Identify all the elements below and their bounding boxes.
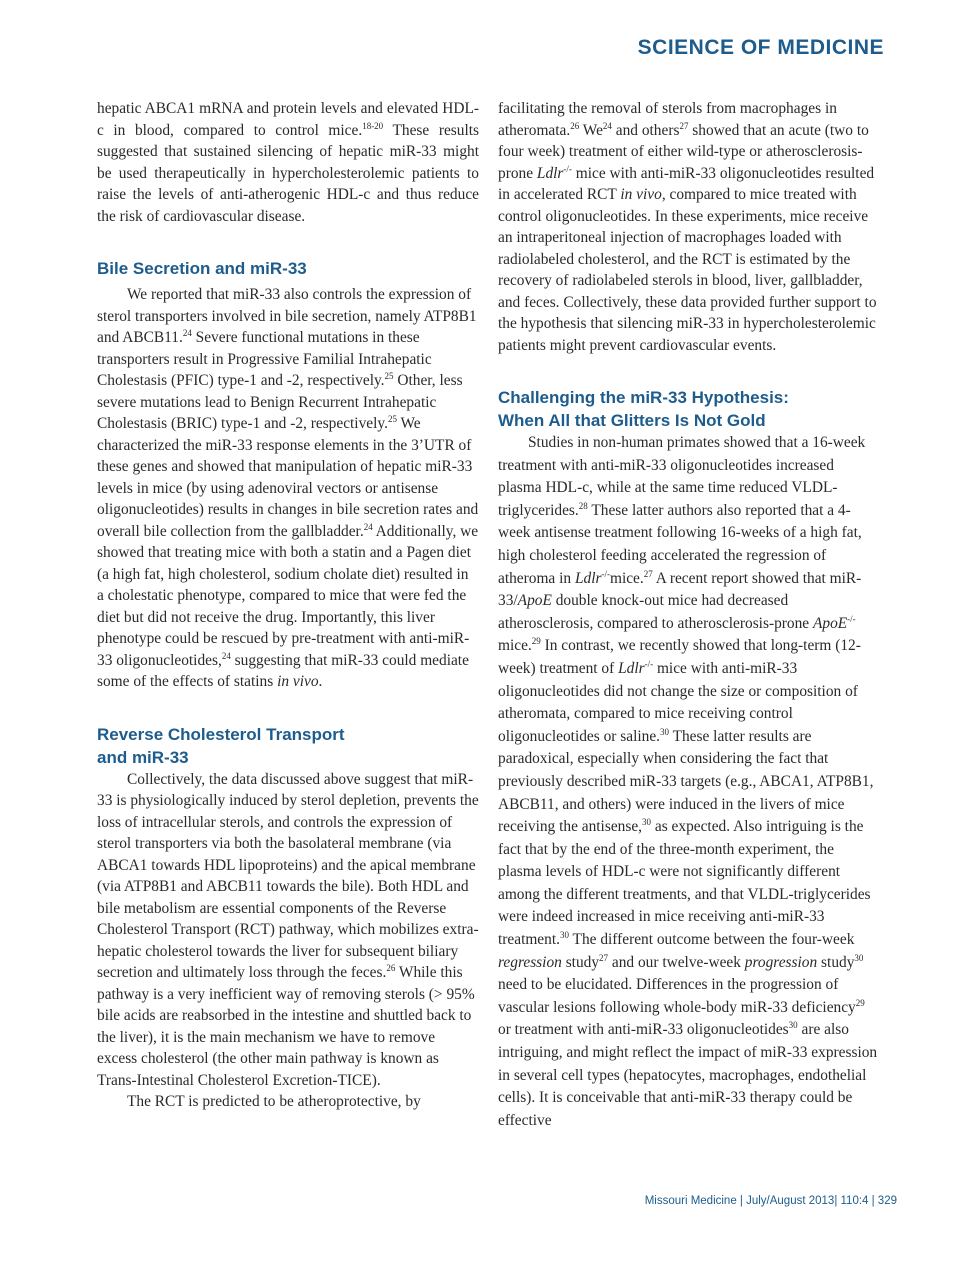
superscript: -/- xyxy=(644,658,654,669)
citation: 25 xyxy=(387,413,397,424)
citation: 26 xyxy=(570,120,580,131)
running-header: SCIENCE OF MEDICINE xyxy=(637,36,884,59)
paragraph: Studies in non-human primates showed that a 16-week treatment with anti-miR-33 oligonucleotides increased plasma HDL-c, while at the same time reduced VLDL-triglycerides.$^{28}$ These latter authors also reported that a 4-week antisense treatment following 16-weeks of a high fat, high cholesterol feeding accelerated the regression of atheroma in Ldlr-/-mice.$^{27}$ A recent report showed that miR-33/ApoE double knock-out mice had decreased atherosclerosis, compared to atherosclerosis-prone ApoE-/- mice.$^{29}$ In contrast, we recently showed that long-term (12-week) treatment of Ldlr-/- mice with anti-miR-33 oligonucleotides did not change the size or composition of atheromata, compared to mice receiving control oligonucleotides or saline.$^{30}$ These latter results are paradoxical, especially when considering the fact that previously described miR-33 targets (e.g., ABCA1, ATP8B1, ABCB11, and others) were induced in the livers of mice receiving the antisense,$^{30}$ as expected. Also intriguing is the fact that by the end of the three-month experiment, the plasma levels of HDL-c were not significantly different among the different treatments, and that VLDL-triglycerides were indeed increased in mice receiving anti-miR-33 treatment.$^{30}$ The different outcome between the four-week regression study$^{27}$ and our twelve-week progression study$^{30}$ need to be elucidated. Differences in the progression of vascular lesions following whole-body miR-33 deficiency$^{29}$ or treatment with anti-miR-33 oligonucleotides$^{30}$ are also intriguing, and might reflect the impact of miR-33 expression in several cell types (hepatocytes, macrophages, endothelial cells). It is conceivable that anti-miR-33 therapy could be effective xyxy=(498,434,878,1129)
citation: 30 xyxy=(559,929,569,940)
paragraph: Collectively, the data discussed above suggest that miR-33 is physiologically induced by sterol depletion, prevents the loss of intracellular sterols, and controls the expression of sterol transporters via both the basolateral membrane (via ABCA1 towards HDL lipoproteins) and the apical membrane (via ATP8B1 and ABCB11 towards the bile). Both HDL and bile metabolism are essential components of the Reverse Cholesterol Transport (RCT) pathway, which mobilizes extra-hepatic cholesterol towards the liver for subsequent biliary secretion and ultimately loss through the feces.$^{26}$ While this pathway is a very inefficient way of removing sterols (> 95% bile acids are reabsorbed in the intestine and shuttled back to the liver), it is the main mechanism we have to remove excess cholesterol (the other main pathway is known as Trans-Intestinal Cholesterol Excretion-TICE). xyxy=(97,770,479,1089)
citation: 30 xyxy=(660,726,669,737)
page-footer: Missouri Medicine | July/August 2013| 110:4 | 329 xyxy=(644,1195,897,1207)
citation: 24 xyxy=(363,521,373,532)
citation: 24 xyxy=(182,327,192,338)
citation: 29 xyxy=(855,997,865,1008)
citation: 30 xyxy=(854,952,864,963)
citation: 25 xyxy=(384,370,394,381)
citation: 27 xyxy=(599,952,609,963)
citation: 24 xyxy=(602,120,612,131)
left-column xyxy=(97,98,479,1113)
citation: 27 xyxy=(643,568,653,579)
section-heading-bile: Bile Secretion and miR-33 xyxy=(97,259,307,278)
citation: 26 xyxy=(386,962,396,973)
citation: 30 xyxy=(788,1020,798,1031)
citation: 27 xyxy=(679,120,689,131)
superscript: -/- xyxy=(563,163,572,174)
citation: 30 xyxy=(642,816,652,827)
right-column xyxy=(498,98,880,1132)
paragraph: We reported that miR-33 also controls the expression of sterol transporters involved in bile secretion, namely ATP8B1 and ABCB11.24 Severe functional mutations in these transporters result in Progressive Familial Intrahepatic Cholestasis (PFIC) type-1 and -2, respectively.$^{25}$ Other, less severe mutations lead to Benign Recurrent Intrahepatic Cholestasis (BRIC) type-1 and -2, respectively.$^{25}$ We characterized the miR-33 response elements in the 3’UTR of these genes and showed that manipulation of hepatic miR-33 levels in mice (by using adenoviral vectors or antisense oligonucleotides) results in changes in bile secretion rates and overall bile collection from the gallbladder.$^{24}$ Additionally, we showed that treating mice with both a statin and a Pagen diet (a high fat, high cholesterol, sodium cholate diet) resulted in a cholestatic phenotype, compared to mice that were fed the diet but did not receive the drug. Importantly, this liver phenotype could be rescued by pre-treatment with anti-miR-33 oligonucleotides,$^{24}$ suggesting that miR-33 could mediate some of the effects of statins in vivo. xyxy=(97,286,479,690)
citation: 24 xyxy=(221,650,231,661)
paragraph: hepatic ABCA1 mRNA and protein levels and elevated HDL-c in blood, compared to control mice.$^{18-20}$ These results suggested that sustained silencing of hepatic miR-33 might be used therapeutically in hypercholesterolemic patients to raise the levels of anti-atherogenic HDL-c and thus reduce the risk of cardiovascular disease. xyxy=(97,100,479,225)
section-heading-challenge: Challenging the miR-33 Hypothesis: When All that Glitters Is Not Gold xyxy=(498,388,789,430)
section-heading-rct: Reverse Cholesterol Transport and miR-33 xyxy=(97,724,345,767)
citation: 18-20 xyxy=(362,120,384,131)
paragraph: The RCT is predicted to be atheroprotective, by xyxy=(127,1093,421,1110)
paragraph: facilitating the removal of sterols from macrophages in atheromata.$^{26}$ We$^{24}$ and others$^{27}$ showed that an acute (two to four week) treatment of either wild-type or atherosclerosis-prone Ldlr-/- mice with anti-miR-33 oligonucleotides resulted in accelerated RCT in vivo, compared to mice treated with control oligonucleotides. In these experiments, mice receive an intraperitoneal injection of macrophages loaded with radiolabeled cholesterol, and the RCT is estimated by the recovery of radiolabeled sterols in blood, liver, gallbladder, and feces. Collectively, these data provided further support to the hypothesis that silencing miR-33 in hypercholesterolemic patients might prevent cardiovascular events. xyxy=(498,100,877,354)
citation: 28 xyxy=(578,500,588,511)
superscript: -/- xyxy=(601,568,610,579)
superscript: -/- xyxy=(847,613,856,624)
citation: 29 xyxy=(531,636,541,647)
